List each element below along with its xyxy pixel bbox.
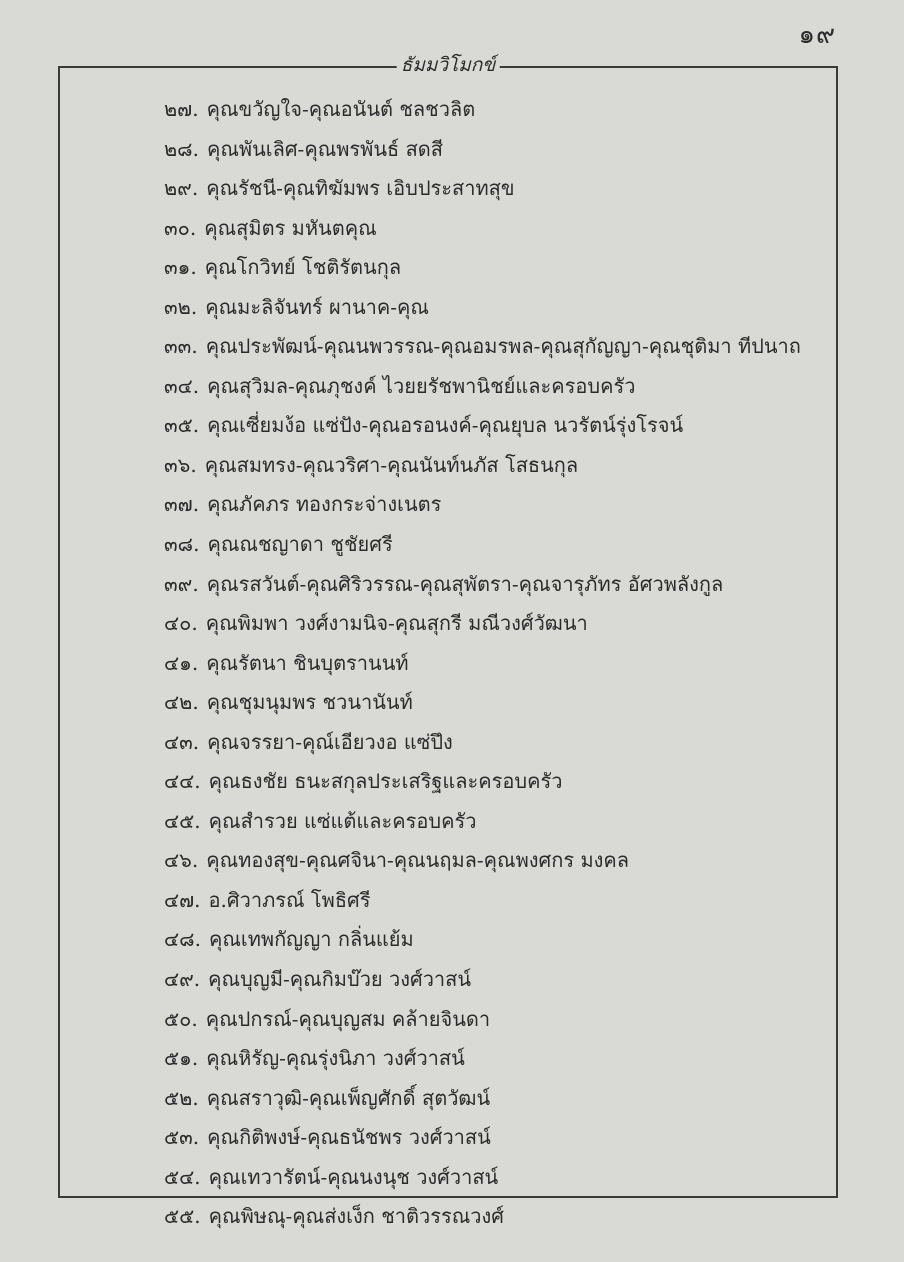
list-item [164, 485, 801, 525]
list-item-text: คุณสราวุฒิ-คุณเพ็ญศักดิ์ สุตวัฒน์ [206, 1085, 491, 1110]
list-item-number: ๓๙. [164, 571, 199, 596]
list-item-text: คุณประพัฒน์-คุณนพวรรณ-คุณอมรพล-คุณสุกัญญา-คุณชุติมา ทีปนาถ [205, 334, 801, 359]
list-item-number: ๕๒. [164, 1085, 199, 1110]
list-item [164, 525, 801, 565]
list-item-text: อ.ศิวาภรณ์ โพธิศรี [208, 887, 371, 912]
list-item-text: คุณโกวิทย์ โชติรัตนกุล [204, 255, 402, 280]
list-item-number: ๕๕. [164, 1204, 201, 1229]
list-item-text: คุณสุวิมล-คุณภุชงค์ ไวยยรัชพานิชย์และครอบครัว [207, 373, 636, 398]
header-title: ธัมมวิโมกข์ [397, 50, 500, 80]
list-item [164, 683, 801, 723]
list-item [164, 960, 801, 1000]
list-item-text: คุณพิมพา วงศ์งามนิจ-คุณสุกรี มณีวงศ์วัฒนา [205, 611, 588, 636]
list-item-number: ๕๔. [164, 1164, 201, 1189]
list-item [164, 90, 801, 130]
list-item [164, 920, 801, 960]
list-item-text: คุณปกรณ์-คุณบุญสม คล้ายจินดา [205, 1006, 491, 1031]
list-item-number: ๓๗. [164, 492, 200, 517]
list-item-number: ๓๘. [164, 532, 200, 557]
list-item-number: ๓๐. [164, 215, 197, 240]
list-item-text: คุณพันเลิศ-คุณพรพันธ์ สดสี [206, 136, 443, 161]
list-item-text: คุณพิษณุ-คุณส่งเง็ก ชาติวรรณวงศ์ [208, 1204, 504, 1229]
list-item [164, 881, 801, 921]
list-item [164, 406, 801, 446]
list-item-text: คุณจรรยา-คุณ์เอียวงอ แซ่ปึง [207, 729, 453, 754]
list-item [164, 1039, 801, 1079]
list-item-number: ๓๕. [164, 413, 200, 438]
list-item-number: ๒๗. [164, 97, 199, 121]
list-item-number: ๕๓. [164, 1125, 200, 1150]
list-item [164, 446, 801, 486]
list-item-number: ๓๓. [164, 334, 198, 359]
list-item [164, 248, 801, 288]
list-item-number: ๕๑. [164, 1046, 199, 1071]
list-item-text: คุณภัคภร ทองกระจ่างเนตร [207, 492, 442, 517]
list-item-text: คุณเทวารัตน์-คุณนงนุช วงศ์วาสน์ [208, 1164, 499, 1189]
list-item [164, 169, 801, 209]
list-item [164, 327, 801, 367]
list-item-text: คุณทองสุข-คุณศจินา-คุณนฤมล-คุณพงศกร มงคล [206, 848, 630, 873]
list-item-text: คุณรัชนี-คุณทิฆัมพร เอิบประสาทสุข [206, 176, 515, 201]
list-item-text: คุณเซี่ยมง้อ แซ่ปัง-คุณอรอนงค์-คุณยุบล นวรัตน์รุ่งโรจน์ [207, 413, 684, 438]
list-item-number: ๓๔. [164, 373, 200, 398]
list-item [164, 130, 801, 170]
list-item [164, 288, 801, 328]
list-item-number: ๓๖. [164, 452, 197, 477]
list-item-number: ๔๓. [164, 729, 200, 754]
list-item-text: คุณสุมิตร มหันตคุณ [204, 215, 377, 240]
list-item-number: ๔๗. [164, 887, 201, 912]
list-item-number: ๔๑. [164, 650, 199, 675]
list-item-number: ๓๒. [164, 294, 198, 319]
donor-list [164, 90, 801, 1237]
list-item [164, 1197, 801, 1237]
list-item-number: ๓๑. [164, 255, 197, 280]
list-item [164, 1000, 801, 1040]
list-item-number: ๒๘. [164, 136, 199, 161]
page-number: ๑๙ [798, 20, 836, 50]
list-item-number: ๔๙. [164, 967, 201, 992]
list-item [164, 723, 801, 763]
list-item [164, 802, 801, 842]
list-item-number: ๒๙. [164, 176, 199, 201]
list-item [164, 367, 801, 407]
list-item-text: คุณเทพกัญญา กลิ่นแย้ม [208, 927, 414, 952]
list-item-number: ๔๖. [164, 848, 199, 873]
list-item-text: คุณรัตนา ชินบุตรานนท์ [206, 650, 409, 675]
list-item [164, 841, 801, 881]
list-item-text: คุณสมทรง-คุณวริศา-คุณนันท์นภัส โสธนกุล [204, 452, 579, 477]
list-item [164, 762, 801, 802]
list-item-text: คุณรสวันต์-คุณศิริวรรณ-คุณสุพัตรา-คุณจารุภัทร อัศวพลังกูล [206, 571, 724, 596]
list-item-text: คุณธงชัย ธนะสกุลประเสริฐและครอบครัว [208, 769, 563, 794]
list-item-text: คุณณชญาดา ชูชัยศรี [207, 532, 393, 557]
list-item [164, 565, 801, 605]
list-item [164, 604, 801, 644]
list-item-text: คุณขวัญใจ-คุณอนันต์ ชลชวลิต [206, 97, 476, 121]
list-item-number: ๕๐. [164, 1006, 198, 1031]
list-item-number: ๔๕. [164, 808, 201, 833]
list-item [164, 1158, 801, 1198]
list-item [164, 644, 801, 684]
list-item [164, 209, 801, 249]
list-item-text: คุณมะลิจันทร์ ผานาค-คุณ [205, 294, 429, 319]
list-item-number: ๔๔. [164, 769, 201, 794]
list-item-number: ๔๘. [164, 927, 201, 952]
list-item-text: คุณบุญมี-คุณกิมบ๊วย วงศ์วาสน์ [208, 967, 472, 992]
list-item-number: ๔๐. [164, 611, 198, 636]
list-item-text: คุณหิรัญ-คุณรุ่งนิภา วงศ์วาสน์ [206, 1046, 465, 1071]
list-item-number: ๔๒. [164, 690, 199, 715]
list-item-text: คุณกิติพงษ์-คุณธนัชพร วงศ์วาสน์ [207, 1125, 491, 1150]
content-frame [58, 54, 838, 1229]
list-item-text: คุณชุมนุมพร ชวนานันท์ [206, 690, 413, 715]
list-item [164, 1079, 801, 1119]
list-item-text: คุณสำรวย แซ่แต้และครอบครัว [208, 808, 477, 833]
list-item [164, 1118, 801, 1158]
